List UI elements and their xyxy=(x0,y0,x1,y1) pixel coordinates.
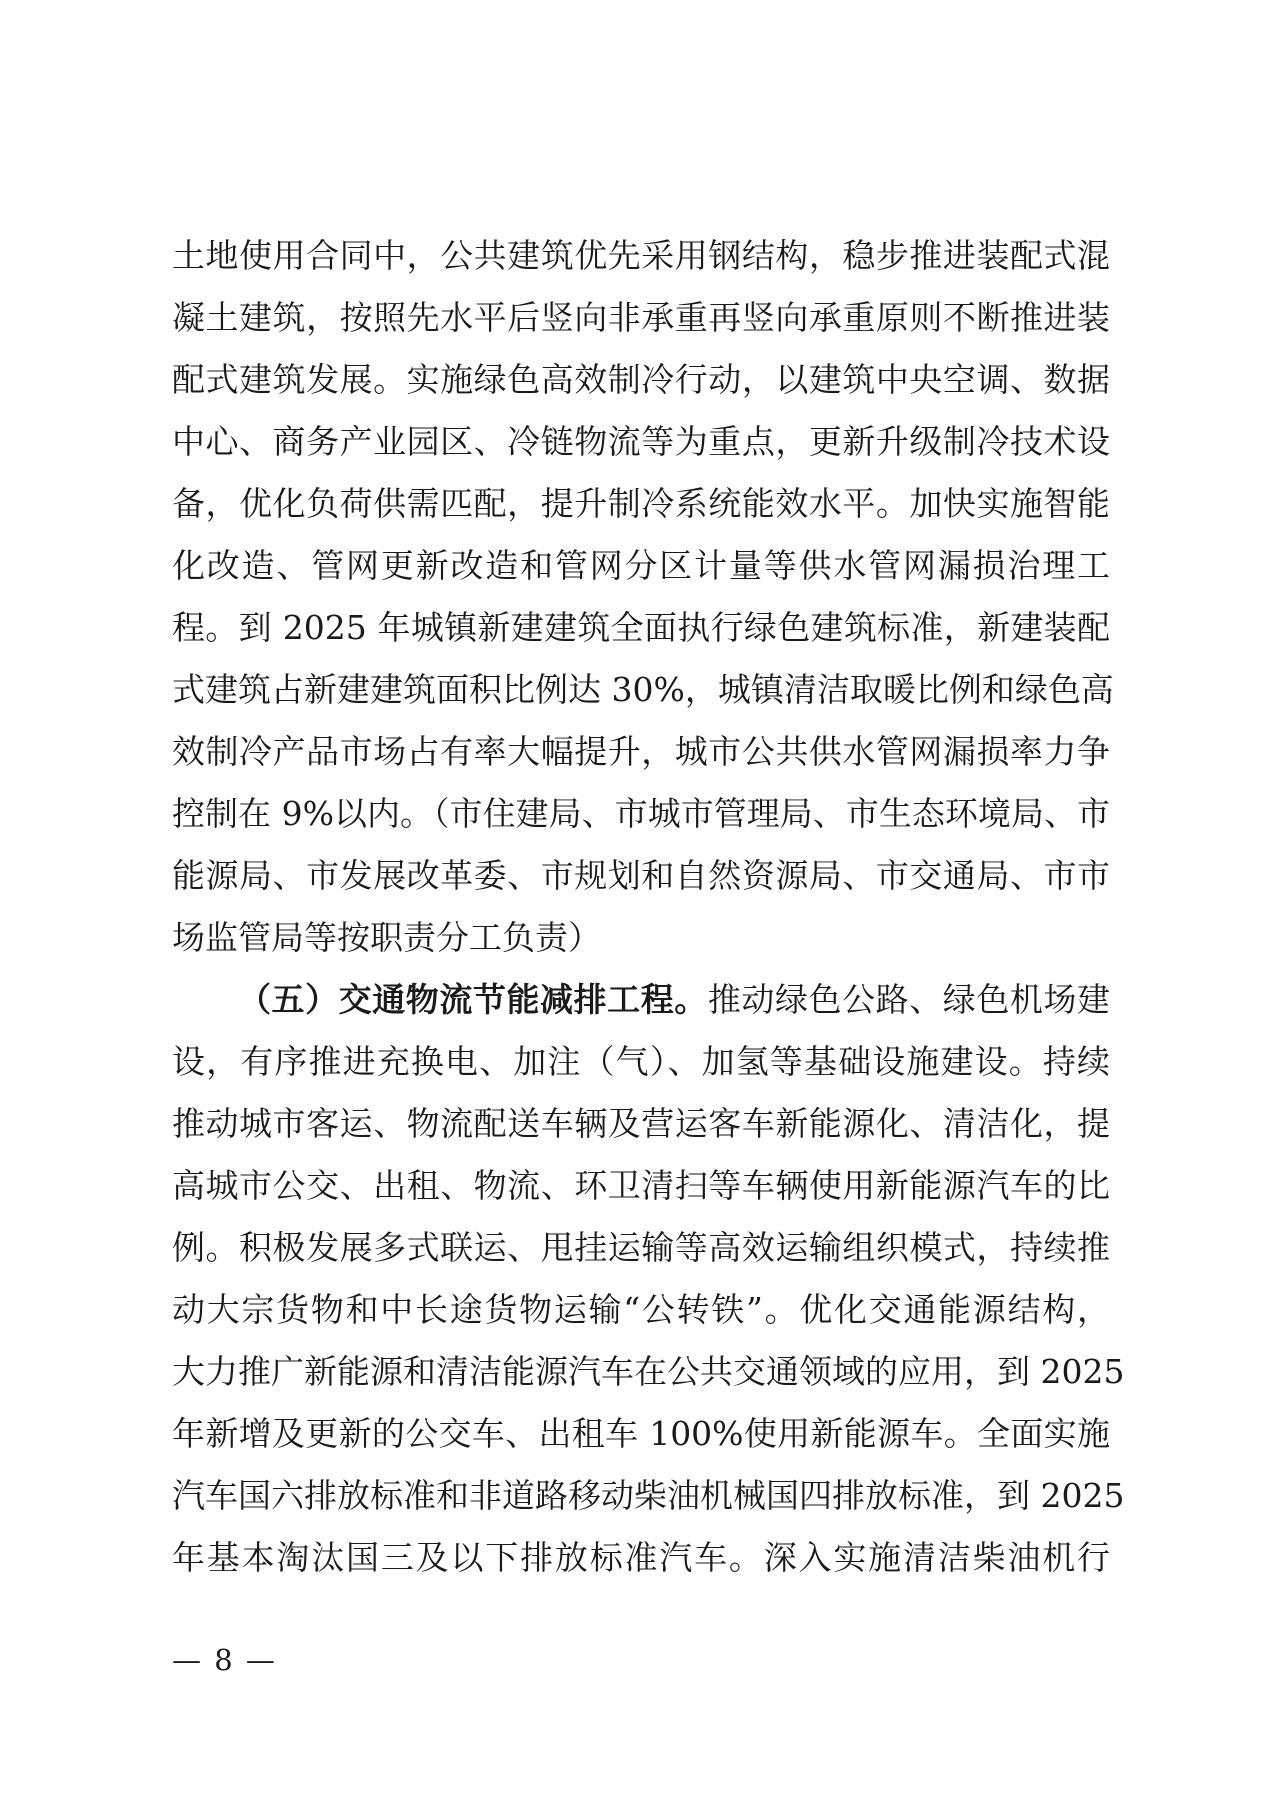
section-heading-continuation: 推动绿色公路、绿色机场建 xyxy=(707,980,1111,1019)
paragraph-line: 土地使用合同中，公共建筑优先采用钢结构，稳步推进装配式混 xyxy=(172,236,1110,275)
paragraph-line: 凝土建筑，按照先水平后竖向非承重再竖向承重原则不断推进装 xyxy=(172,298,1110,337)
paragraph-line: 式建筑占新建建筑面积比例达 30%，城镇清洁取暖比例和绿色高 xyxy=(172,670,1114,709)
paragraph-line: 中心、商务产业园区、冷链物流等为重点，更新升级制冷技术设 xyxy=(172,422,1110,461)
paragraph-line: 动大宗货物和中长途货物运输“公转铁”。优化交通能源结构， xyxy=(172,1290,1110,1329)
paragraph-line: 大力推广新能源和清洁能源汽车在公共交通领域的应用，到 2025 xyxy=(172,1352,1125,1391)
paragraph-line: 程。到 2025 年城镇新建建筑全面执行绿色建筑标准，新建装配 xyxy=(172,608,1110,647)
page-number: — 8 — xyxy=(172,1643,277,1677)
paragraph-line: 汽车国六排放标准和非道路移动柴油机械国四排放标准，到 2025 xyxy=(172,1476,1125,1515)
paragraph-line: 设，有序推进充换电、加注（气）、加氢等基础设施建设。持续 xyxy=(172,1042,1110,1081)
paragraph-line: 备，优化负荷供需匹配，提升制冷系统能效水平。加快实施智能 xyxy=(172,484,1110,523)
paragraph-line: 控制在 9%以内。（市住建局、市城市管理局、市生态环境局、市 xyxy=(172,794,1110,833)
paragraph-line: 场监管局等按职责分工负责） xyxy=(172,918,601,957)
paragraph-line: 年基本淘汰国三及以下排放标准汽车。深入实施清洁柴油机行 xyxy=(172,1538,1110,1577)
paragraph-line: 年新增及更新的公交车、出租车 100%使用新能源车。全面实施 xyxy=(172,1414,1110,1453)
section-heading-line xyxy=(238,970,1110,1030)
paragraph-line: 配式建筑发展。实施绿色高效制冷行动，以建筑中央空调、数据 xyxy=(172,360,1110,399)
paragraph-line: 效制冷产品市场占有率大幅提升，城市公共供水管网漏损率力争 xyxy=(172,732,1110,771)
paragraph-line: 推动城市客运、物流配送车辆及营运客车新能源化、清洁化，提 xyxy=(172,1104,1110,1143)
paragraph-line: 高城市公交、出租、物流、环卫清扫等车辆使用新能源汽车的比 xyxy=(172,1166,1110,1205)
paragraph-line: 能源局、市发展改革委、市规划和自然资源局、市交通局、市市 xyxy=(172,856,1110,895)
paragraph-line: 化改造、管网更新改造和管网分区计量等供水管网漏损治理工 xyxy=(172,546,1110,585)
section-heading: （五）交通物流节能减排工程。 xyxy=(238,980,708,1019)
paragraph-line: 例。积极发展多式联运、甩挂运输等高效运输组织模式，持续推 xyxy=(172,1228,1110,1267)
